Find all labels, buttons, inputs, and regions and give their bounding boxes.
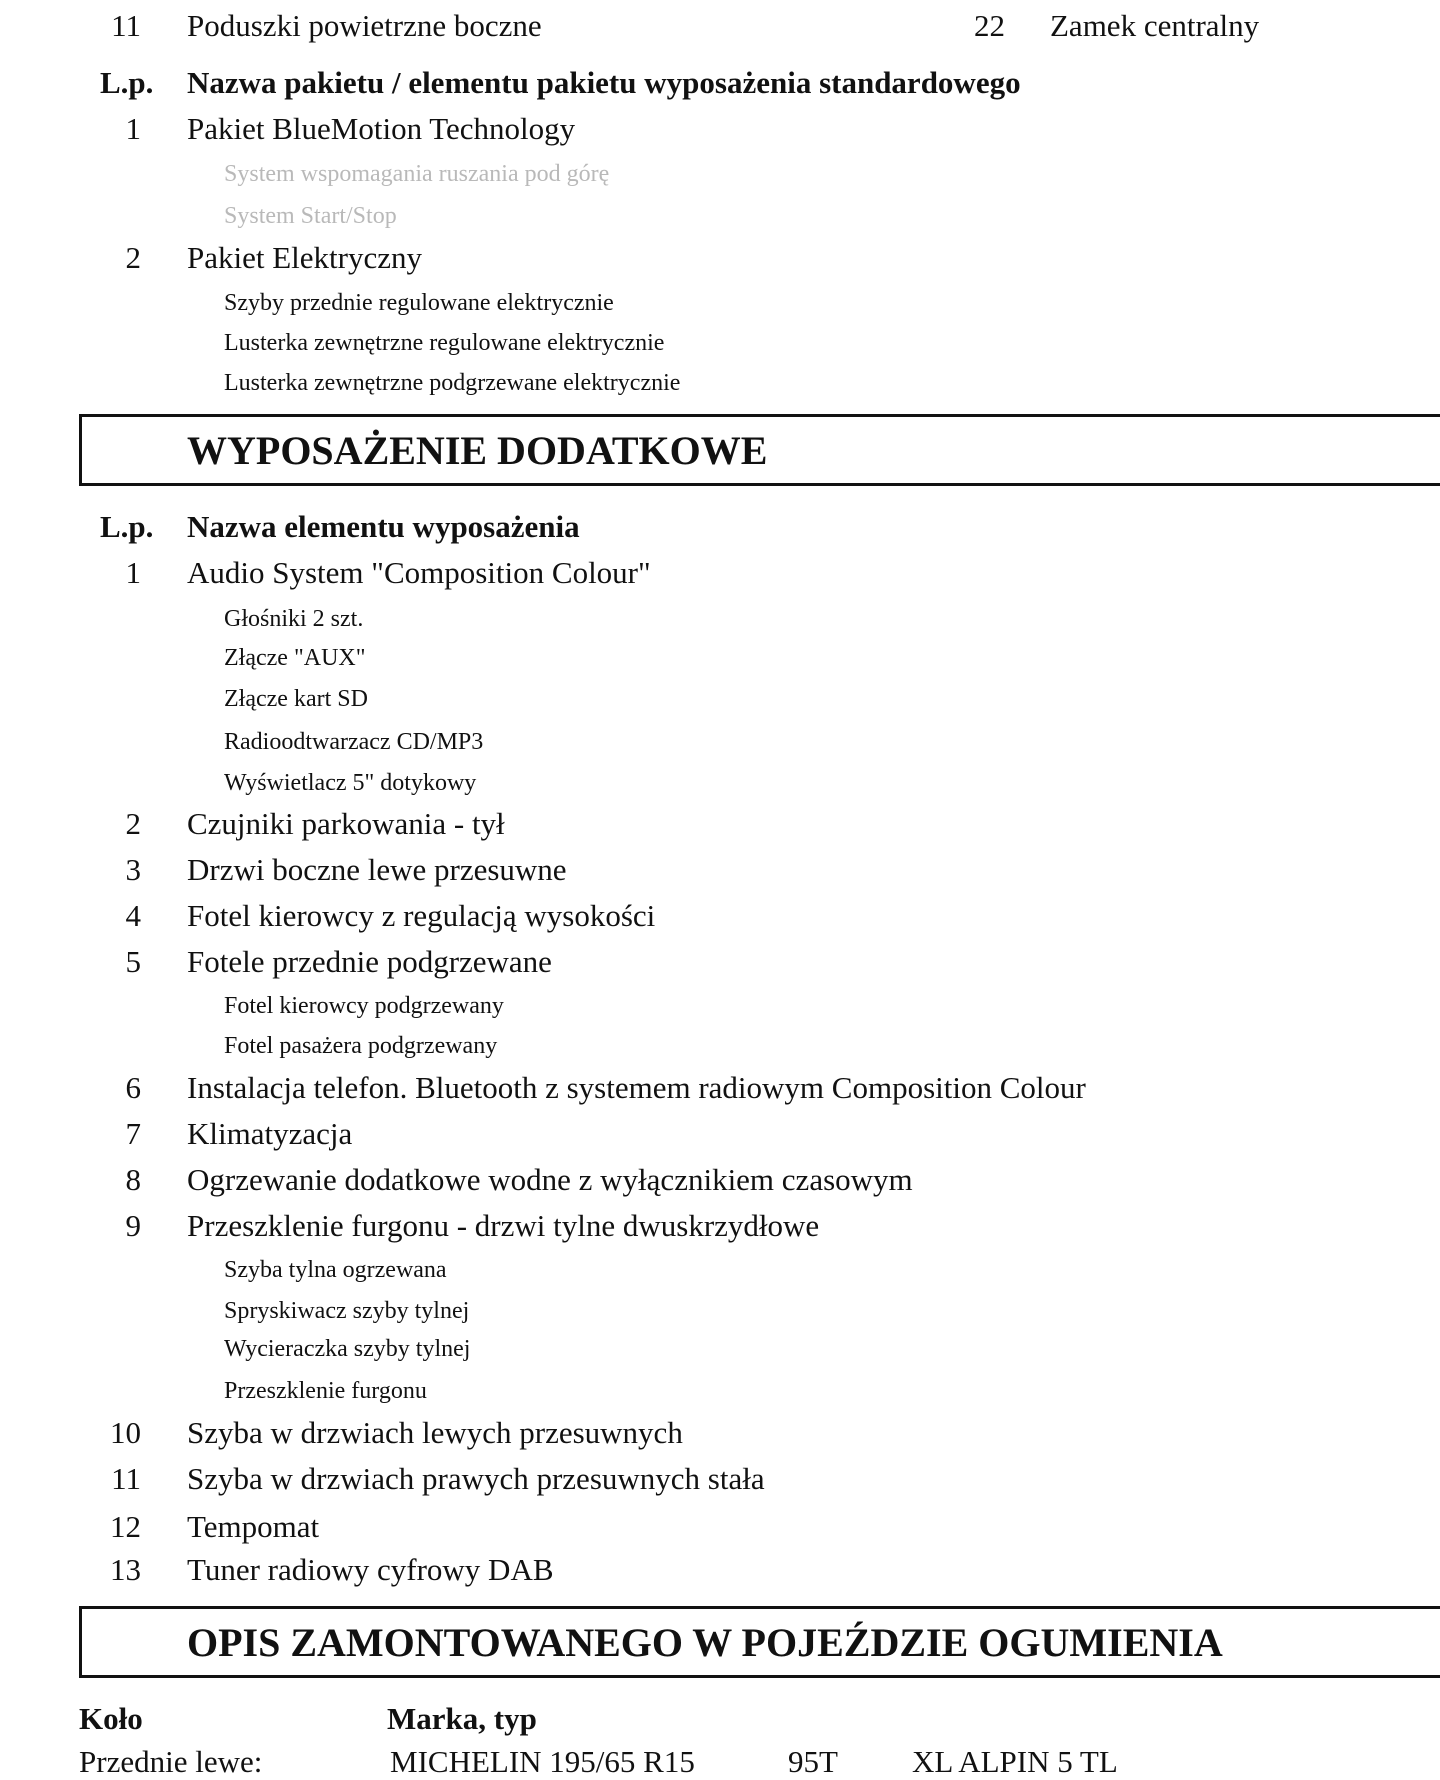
- item-number: 22: [974, 8, 1005, 43]
- header-lp: L.p.: [100, 65, 154, 100]
- tire-type: XL ALPIN 5 TL: [912, 1744, 1118, 1779]
- item-number: 3: [125, 852, 141, 887]
- item-label: Tempomat: [187, 1509, 320, 1544]
- item-number: 9: [125, 1208, 141, 1243]
- item-number: 6: [125, 1070, 141, 1105]
- item-label: Przeszklenie furgonu - drzwi tylne dwuskrzydłowe: [187, 1208, 820, 1243]
- item-number: 7: [125, 1116, 141, 1151]
- item-number: 1: [125, 111, 141, 146]
- tire-wheel: Przednie lewe:: [79, 1744, 263, 1779]
- item-label: Audio System "Composition Colour": [187, 555, 651, 590]
- subitem-label: Wycieraczka szyby tylnej: [224, 1336, 471, 1362]
- column-header-brand: Marka, typ: [387, 1701, 537, 1736]
- subitem-label: Lusterka zewnętrzne regulowane elektrycznie: [224, 330, 665, 356]
- subitem-label: Szyby przednie regulowane elektrycznie: [224, 290, 614, 316]
- subitem-label: Złącze "AUX": [224, 645, 366, 671]
- subitem-label: Fotel pasażera podgrzewany: [224, 1033, 498, 1059]
- section-title-box: [79, 1606, 1440, 1678]
- item-label: Ogrzewanie dodatkowe wodne z wyłącznikiem czasowym: [187, 1162, 913, 1197]
- item-number: 2: [125, 240, 141, 275]
- header-lp: L.p.: [100, 509, 154, 544]
- item-label: Czujniki parkowania - tył: [187, 806, 505, 841]
- item-label: Pakiet Elektryczny: [187, 240, 422, 275]
- item-number: 2: [125, 806, 141, 841]
- item-label: Szyba w drzwiach lewych przesuwnych: [187, 1415, 683, 1450]
- subitem-label: Głośniki 2 szt.: [224, 606, 364, 632]
- section-title-box: [79, 414, 1440, 486]
- item-label: Szyba w drzwiach prawych przesuwnych stała: [187, 1461, 765, 1496]
- tire-index: 95T: [788, 1744, 838, 1779]
- subitem-label: Złącze kart SD: [224, 686, 368, 712]
- item-label: Poduszki powietrzne boczne: [187, 8, 542, 43]
- header-name: Nazwa pakietu / elementu pakietu wyposażenia standardowego: [187, 65, 1021, 100]
- item-label: Klimatyzacja: [187, 1116, 353, 1151]
- subitem-label: Wyświetlacz 5" dotykowy: [224, 770, 477, 796]
- item-number: 12: [110, 1509, 141, 1544]
- item-number: 13: [110, 1552, 141, 1587]
- item-label: Fotele przednie podgrzewane: [187, 944, 552, 979]
- column-header-wheel: Koło: [79, 1701, 143, 1736]
- subitem-label: Lusterka zewnętrzne podgrzewane elektrycznie: [224, 370, 681, 396]
- subitem-label: Szyba tylna ogrzewana: [224, 1257, 447, 1283]
- item-number: 4: [125, 898, 141, 933]
- item-label: Tuner radiowy cyfrowy DAB: [187, 1552, 554, 1587]
- subitem-label: System wspomagania ruszania pod górę: [224, 161, 610, 187]
- item-label: Zamek centralny: [1050, 8, 1260, 43]
- subitem-label: Spryskiwacz szyby tylnej: [224, 1298, 470, 1324]
- item-number: 5: [125, 944, 141, 979]
- tire-brand: MICHELIN 195/65 R15: [390, 1744, 695, 1779]
- subitem-label: System Start/Stop: [224, 203, 397, 229]
- subitem-label: Radioodtwarzacz CD/MP3: [224, 729, 484, 755]
- item-number: 11: [111, 8, 141, 43]
- item-number: 1: [125, 555, 141, 590]
- item-label: Instalacja telefon. Bluetooth z systemem radiowym Composition Colour: [187, 1070, 1086, 1105]
- item-label: Fotel kierowcy z regulacją wysokości: [187, 898, 656, 933]
- item-number: 11: [111, 1461, 141, 1496]
- item-label: Drzwi boczne lewe przesuwne: [187, 852, 567, 887]
- subitem-label: Fotel kierowcy podgrzewany: [224, 993, 504, 1019]
- header-name: Nazwa elementu wyposażenia: [187, 509, 580, 544]
- subitem-label: Przeszklenie furgonu: [224, 1378, 427, 1404]
- item-number: 8: [125, 1162, 141, 1197]
- item-number: 10: [110, 1415, 141, 1450]
- section-title: OPIS ZAMONTOWANEGO W POJEŹDZIE OGUMIENIA: [187, 1620, 1223, 1665]
- item-label: Pakiet BlueMotion Technology: [187, 111, 576, 146]
- section-title: WYPOSAŻENIE DODATKOWE: [187, 428, 768, 473]
